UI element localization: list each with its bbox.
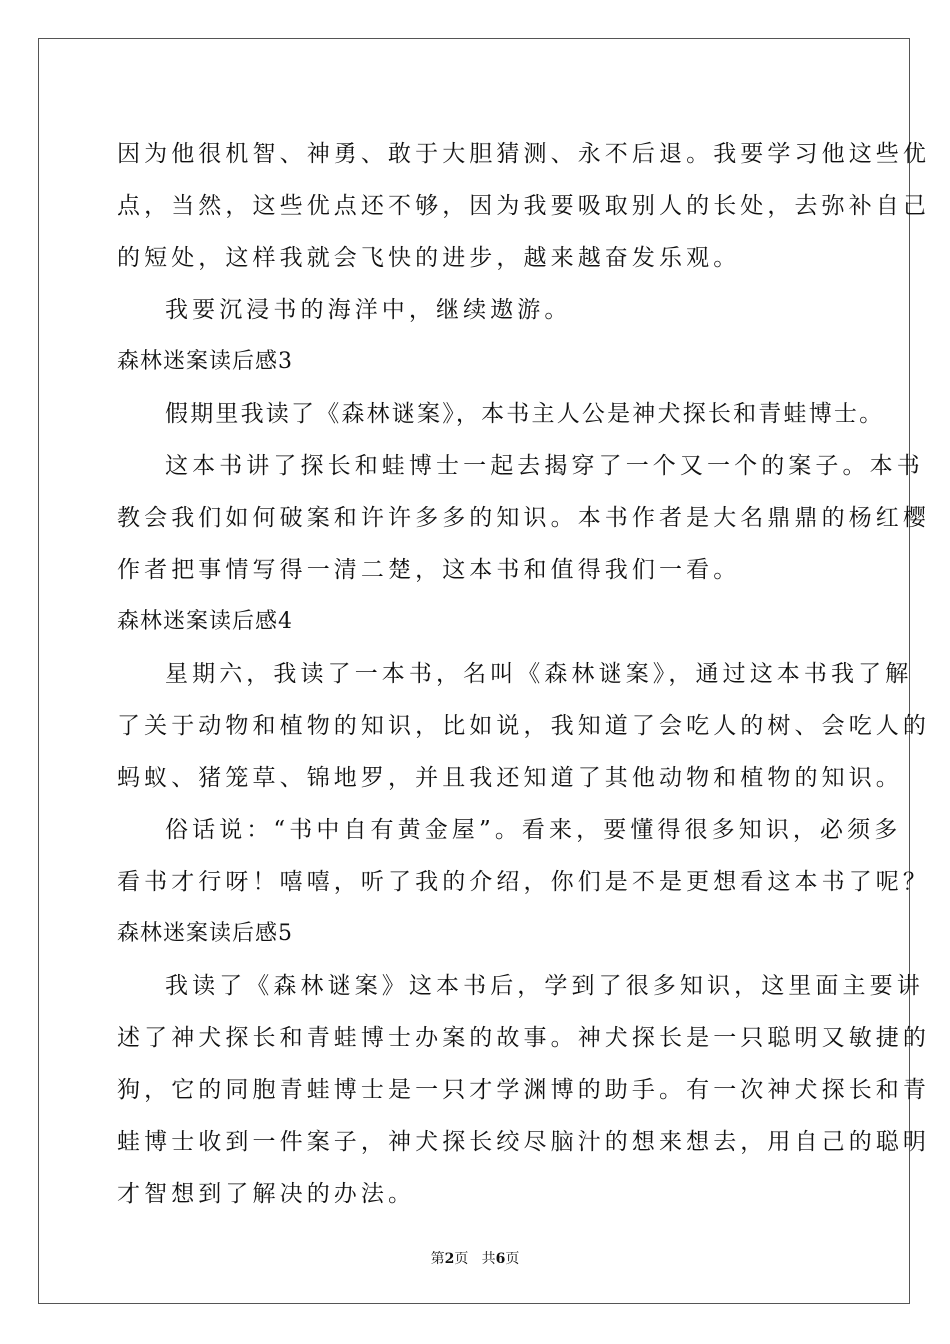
paragraph-line: 这本书讲了探长和蛙博士一起去揭穿了一个又一个的案子。本书 <box>165 453 924 479</box>
paragraph-line: 假期里我读了《森林谜案》，本书主人公是神犬探长和青蛙博士。 <box>165 401 885 427</box>
footer-page-suffix: 页 <box>505 1251 520 1267</box>
paragraph-line: 了关于动物和植物的知识，比如说，我知道了会吃人的树、会吃人的 <box>117 713 930 739</box>
section-heading: 森林迷案读后感4 <box>117 609 293 634</box>
paragraph-line: 教会我们如何破案和许许多多的知识。本书作者是大名鼎鼎的杨红樱 <box>117 505 930 531</box>
paragraph-line: 狗，它的同胞青蛙博士是一只才学渊博的助手。有一次神犬探长和青 <box>117 1077 930 1103</box>
paragraph-line: 蛙博士收到一件案子，神犬探长绞尽脑汁的想来想去，用自己的聪明 <box>117 1129 930 1155</box>
page-footer <box>0 1248 950 1268</box>
paragraph-line: 看书才行呀！嘻嘻，听了我的介绍，你们是不是更想看这本书了呢？ <box>117 869 930 895</box>
footer-page-mid: 页 共 <box>454 1251 496 1267</box>
paragraph-line: 才智想到了解决的办法。 <box>117 1181 416 1207</box>
footer-page-current: 2 <box>444 1251 455 1267</box>
section-heading: 森林迷案读后感5 <box>117 921 293 946</box>
paragraph-line: 述了神犬探长和青蛙博士办案的故事。神犬探长是一只聪明又敏捷的 <box>117 1025 930 1051</box>
footer-page-prefix: 第 <box>430 1251 445 1267</box>
paragraph-line: 的短处，这样我就会飞快的进步，越来越奋发乐观。 <box>117 245 741 271</box>
paragraph-line: 星期六，我读了一本书，名叫《森林谜案》，通过这本书我了解 <box>165 661 913 687</box>
paragraph-line: 我要沉浸书的海洋中，继续遨游。 <box>165 297 572 323</box>
section-heading: 森林迷案读后感3 <box>117 349 293 374</box>
footer-page-total: 6 <box>495 1251 506 1267</box>
document-body <box>117 128 930 1220</box>
paragraph-line: 点，当然，这些优点还不够，因为我要吸取别人的长处，去弥补自己 <box>117 193 930 219</box>
paragraph-line: 因为他很机智、神勇、敢于大胆猜测、永不后退。我要学习他这些优 <box>117 141 930 167</box>
paragraph-line: 作者把事情写得一清二楚，这本书和值得我们一看。 <box>117 557 741 583</box>
paragraph-line: 我读了《森林谜案》这本书后，学到了很多知识，这里面主要讲 <box>165 973 924 999</box>
paragraph-line: 俗话说：“书中自有黄金屋”。看来，要懂得很多知识，必须多 <box>165 817 902 843</box>
paragraph-line: 蚂蚁、猪笼草、锦地罗，并且我还知道了其他动物和植物的知识。 <box>117 765 903 791</box>
